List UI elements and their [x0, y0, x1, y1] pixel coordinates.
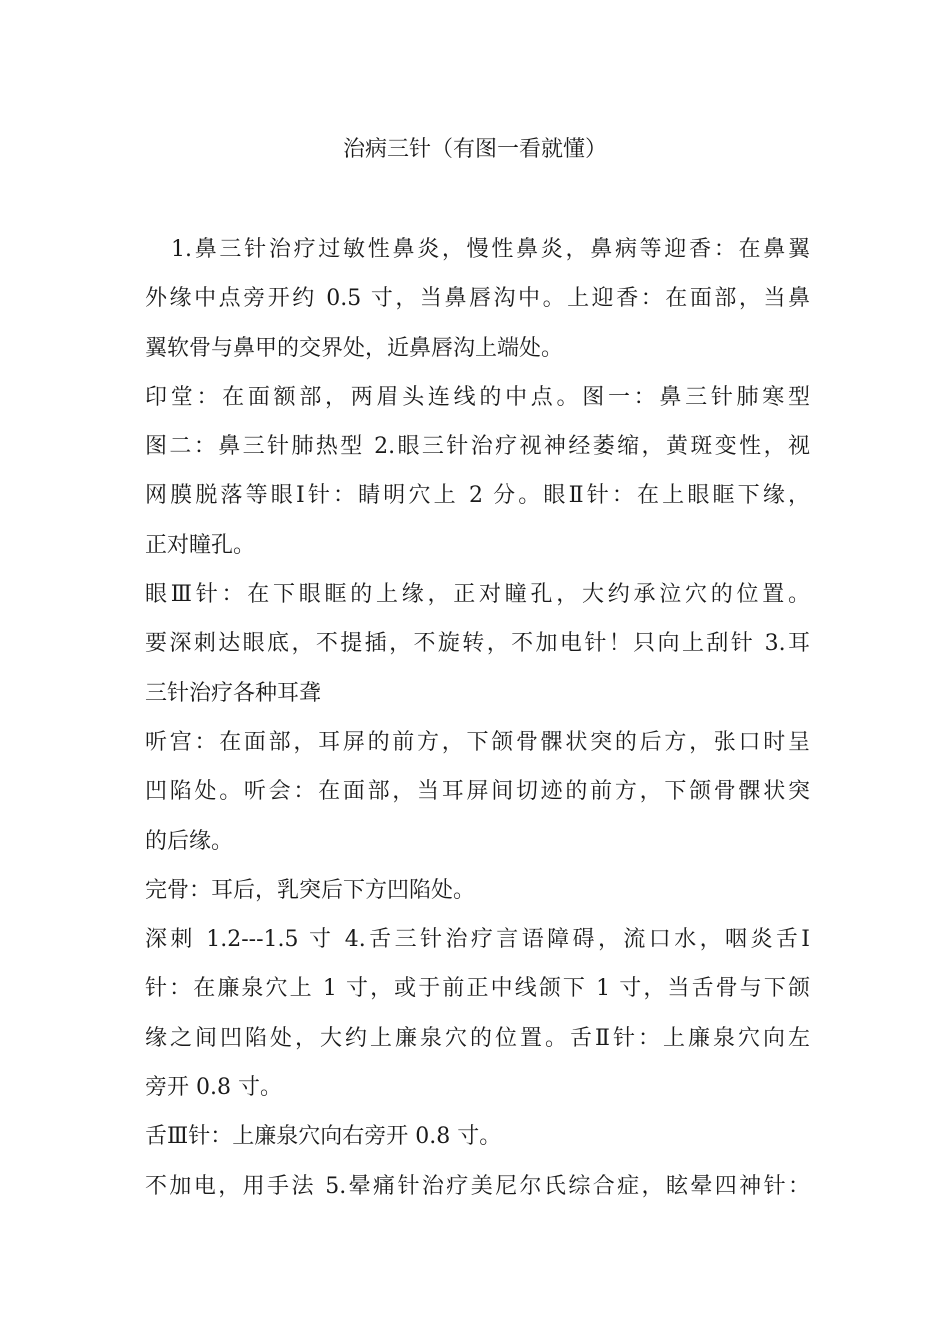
text-line: 旁开 0.8 寸。 — [145, 1075, 282, 1101]
text-line: 要深刺达眼底，不提插，不旋转，不加电针！只向上刮针 3.耳 — [145, 631, 810, 657]
document-body — [145, 232, 810, 1218]
text-line: 凹陷处。听会：在面部，当耳屏间切迹的前方，下颌骨髁状突 — [145, 779, 810, 805]
text-line: 完骨：耳后，乳突后下方凹陷处。 — [145, 877, 476, 903]
text-line: 正对瞳孔。 — [145, 532, 256, 558]
text-line: 舌Ⅲ针：上廉泉穴向右旁开 0.8 寸。 — [145, 1124, 502, 1150]
text-line: 网膜脱落等眼Ⅰ针：睛明穴上 2 分。眼Ⅱ针：在上眼眶下缘， — [145, 483, 810, 509]
text-line: 印堂：在面额部，两眉头连线的中点。图一：鼻三针肺寒型 — [145, 384, 810, 410]
text-line: 缘之间凹陷处，大约上廉泉穴的位置。舌Ⅱ针：上廉泉穴向左 — [145, 1025, 810, 1051]
document-title: 治病三针（有图一看就懂） — [342, 137, 607, 162]
text-line: 深刺 1.2---1.5 寸 4.舌三针治疗言语障碍，流口水，咽炎舌Ⅰ — [145, 927, 810, 953]
text-line: 眼Ⅲ针：在下眼眶的上缘，正对瞳孔，大约承泣穴的位置。 — [145, 582, 810, 608]
text-line: 1.鼻三针治疗过敏性鼻炎，慢性鼻炎，鼻病等迎香：在鼻翼 — [171, 237, 810, 262]
text-line: 听宫：在面部，耳屏的前方，下颌骨髁状突的后方，张口时呈 — [145, 729, 810, 755]
text-line: 图二：鼻三针肺热型 2.眼三针治疗视神经萎缩，黄斑变性，视 — [145, 434, 810, 460]
text-line: 不加电，用手法 5.晕痛针治疗美尼尔氏综合症，眩晕四神针： — [145, 1173, 810, 1199]
text-line: 翼软骨与鼻甲的交界处，近鼻唇沟上端处。 — [145, 335, 564, 361]
text-line: 三针治疗各种耳聋 — [145, 680, 322, 706]
text-line: 针：在廉泉穴上 1 寸，或于前正中线颌下 1 寸，当舌骨与下颌 — [145, 976, 810, 1002]
text-line: 的后缘。 — [145, 828, 234, 854]
text-line: 外缘中点旁开约 0.5 寸，当鼻唇沟中。上迎香：在面部，当鼻 — [145, 286, 810, 312]
